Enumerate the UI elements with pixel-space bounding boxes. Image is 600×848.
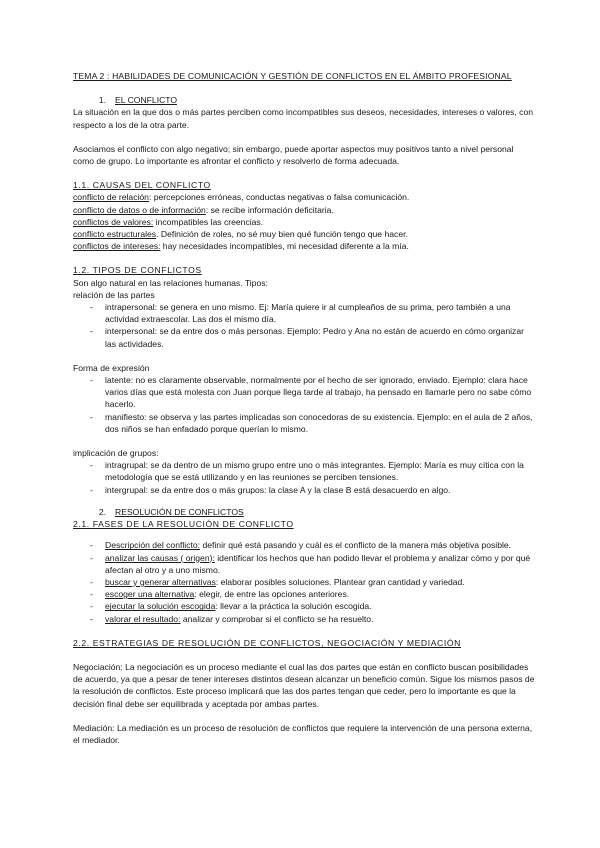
types-intro: Son algo natural en las relaciones humanas. Tipos:: [73, 277, 268, 288]
cause-item: conflictos de valores: incompatibles las creencias.: [73, 216, 264, 227]
types-heading: 1.2. TIPOS DE CONFLICTOS: [73, 265, 202, 276]
conflict-positive-note: Asociamos el conflicto con algo negativo; sin embargo, puede aportar aspectos muy positivos tanto a nivel personal como de grupo. Lo importante es afrontar el conflicto y resolverlo de forma adecuada.: [73, 143, 514, 167]
phase-item: - buscar y generar alternativas: elaborar posibles soluciones. Plantear gran cantidad y variedad.: [73, 576, 535, 588]
cause-item: conflicto de datos o de información: se recibe información deficitaria.: [73, 204, 334, 215]
expression-list: [73, 374, 535, 435]
section-1-heading: [73, 94, 535, 106]
document-page: [73, 70, 535, 746]
cause-item: conflicto de relación: percepciones erróneas, conductas negativas o falsa comunicación.: [73, 192, 410, 203]
phase-item: - escoger una alternativa: elegir, de entre las opciones anteriores.: [73, 588, 535, 600]
cause-item: conflicto estructurales. Definición de roles, no sé muy bien qué función tengo que hacer.: [73, 229, 408, 240]
list-item: - intergrupal: se da entre dos o más grupos: la clase A y la clase B está desacuerdo en algo.: [73, 484, 535, 496]
list-item: - intragrupal: se da dentro de un mismo grupo entre uno o más integrantes. Ejemplo: María es muy cítica con la metodología que se está utilizando y en las reuniones se perciben tensiones.: [73, 459, 535, 483]
negotiation-paragraph: Negociación: La negociación es un proceso mediante el cual las dos partes que están en conflicto buscan posibilidades de acuerdo, ya que a pesar de tener intereses distintos desean alcanzar un beneficio común. Sigue los mismos pasos de la resolución de conflictos. Este proceso implicará que las dos partes tengan que ceder, pero lo importante es que la decisión final debe ser equilibrada y aceptada por ambas partes.: [73, 661, 535, 709]
list-item: - interpersonal: se da entre dos o más personas. Ejemplo: Pedro y Ana no están de acuerdo en cómo organizar las actividades.: [73, 325, 535, 349]
document-title: TEMA 2 : HABILIDADES DE COMUNICACIÓN Y GESTIÓN DE CONFLICTOS EN EL ÁMBITO PROFESIONAL: [73, 71, 512, 81]
section-1-number: 1.: [98, 95, 106, 106]
causes-heading: 1.1. CAUSAS DEL CONFLICTO: [73, 180, 211, 191]
phase-item: - valorar el resultado: analizar y comprobar si el conflicto se ha resuelto.: [73, 613, 535, 625]
list-item: - intrapersonal: se genera en uno mismo. Ej: María quiere ir al cumpleaños de su prima, pero también a una actividad extraescolar. Las dos el mismo día.: [73, 301, 535, 325]
section-2-heading: [73, 506, 535, 518]
causes-list: [73, 191, 535, 252]
phase-item: - Descripción del conflicto: definir qué está pasando y cuál es el conflicto de la manera más objetiva posible.: [73, 539, 535, 551]
section-2-title: RESOLUCIÓN DE CONFLICTOS: [115, 506, 244, 517]
conflict-definition: La situación en la que dos o más partes perciben como incompatibles sus deseos, necesidades, intereses o valores, con respecto a los de la otra parte.: [73, 107, 534, 130]
phase-item: - ejecutar la solución escogida: llevar a la práctica la solución escogida.: [73, 600, 535, 612]
relation-list: [73, 301, 535, 350]
strategies-heading: 2.2. ESTRATEGIAS DE RESOLUCIÓN DE CONFLICTOS, NEGOCIACIÓN Y MEDIACIÓN: [73, 637, 461, 648]
section-2-number: 2.: [98, 506, 106, 517]
section-1-title: EL CONFLICTO: [115, 95, 178, 106]
cause-item: conflictos de intereses: hay necesidades incompatibles, mi necesidad diferente a la mía.: [73, 241, 409, 252]
phases-heading: 2.1. FASES DE LA RESOLUCIÓN DE CONFLICTO: [73, 519, 294, 530]
list-item: - latente: no es claramente observable, normalmente por el hecho de ser ignorado, enviado. Ejemplo: clara hace varios días que está molesta con Juan porque llega tarde al trabajo, ha pensado en llamarle pero no sabe cómo hacerlo.: [73, 374, 535, 411]
relation-label: relación de las partes: [73, 289, 155, 300]
groups-label: implicación de grupos:: [73, 448, 159, 459]
list-item: - manifiesto: se observa y las partes implicadas son conocedoras de su existencia. Ejemplo: en el aula de 2 años, dos niños se han enfadado porque querían lo mismo.: [73, 411, 535, 435]
phase-item: - analizar las causas ( origen): identificar los hechos que han podido llevar el problema y analizar cómo y por qué afectan al otro y a uno mismo.: [73, 552, 535, 576]
phases-list: [73, 539, 535, 624]
mediation-paragraph: Mediación: La mediación es un proceso de resolución de conflictos que requiere la intervención de una persona externa, el mediador.: [73, 722, 533, 745]
groups-list: [73, 459, 535, 496]
expression-label: Forma de expresión: [73, 362, 150, 373]
